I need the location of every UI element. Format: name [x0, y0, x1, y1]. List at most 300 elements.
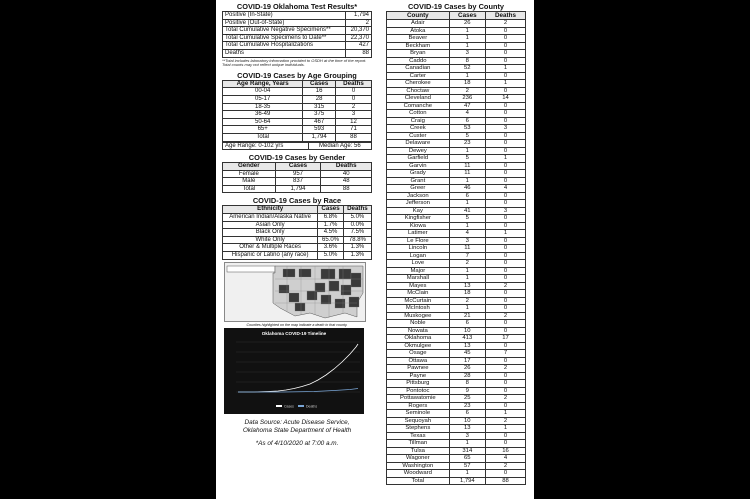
- county-row: [387, 395, 526, 403]
- county-cell: 3: [485, 207, 525, 215]
- race-table: [222, 205, 372, 259]
- county-row: [387, 230, 526, 238]
- age-cell: 3: [335, 111, 371, 119]
- county-cell: Jackson: [387, 192, 450, 200]
- county-cell: 0: [485, 380, 525, 388]
- race-cell: 3.6%: [318, 244, 344, 252]
- county-cell: 23: [449, 402, 485, 410]
- county-cell: 23: [449, 140, 485, 148]
- county-row: [387, 170, 526, 178]
- county-cell: 2: [449, 297, 485, 305]
- county-cell: 1: [449, 42, 485, 50]
- county-cell: Garvin: [387, 162, 450, 170]
- age-cell: 375: [303, 111, 336, 119]
- race-row: [223, 214, 372, 222]
- county-cell: 1: [485, 425, 525, 433]
- county-cell: 1: [449, 72, 485, 80]
- test-result-row: [223, 12, 372, 20]
- test-result-value: 20,370: [346, 27, 372, 35]
- county-cell: 0: [485, 245, 525, 253]
- county-cell: McClain: [387, 290, 450, 298]
- county-cell: 1: [449, 267, 485, 275]
- county-cell: McCurtain: [387, 297, 450, 305]
- county-cell: 0: [485, 440, 525, 448]
- age-row: [223, 88, 372, 96]
- county-table: [386, 11, 526, 485]
- county-cell: 2: [449, 260, 485, 268]
- county-cell: 46: [449, 185, 485, 193]
- age-title: COVID-19 Cases by Age Grouping: [237, 70, 357, 80]
- age-cell: 05-17: [223, 95, 303, 103]
- county-cell: 0: [485, 42, 525, 50]
- county-cell: 0: [485, 50, 525, 58]
- race-cell: 0.0%: [343, 221, 371, 229]
- county-cell: 17: [485, 335, 525, 343]
- test-result-label: Total Cumulative Hospitalizations: [223, 42, 346, 50]
- county-cell: Texas: [387, 432, 450, 440]
- test-result-value: 427: [346, 42, 372, 50]
- county-cell: 0: [485, 387, 525, 395]
- county-cell: 0: [485, 252, 525, 260]
- age-column-header: Cases: [303, 80, 336, 88]
- county-cell: 9: [449, 387, 485, 395]
- county-cell: 6: [449, 117, 485, 125]
- county-row: [387, 20, 526, 28]
- age-cell: 65+: [223, 126, 303, 134]
- county-cell: 28: [449, 372, 485, 380]
- county-row: [387, 237, 526, 245]
- county-row: [387, 102, 526, 110]
- county-row: [387, 462, 526, 470]
- county-row: [387, 267, 526, 275]
- county-row: [387, 245, 526, 253]
- source-line-2: Oklahoma State Department of Health: [242, 427, 352, 435]
- race-column-header: Deaths: [343, 206, 371, 214]
- test-result-row: [223, 27, 372, 35]
- age-cell: 1,794: [303, 133, 336, 141]
- test-result-value: 88: [346, 49, 372, 57]
- county-cell: 0: [485, 320, 525, 328]
- age-cell: 00-04: [223, 88, 303, 96]
- county-cell: 25: [449, 395, 485, 403]
- county-row: [387, 275, 526, 283]
- county-cell: 1: [449, 440, 485, 448]
- county-cell: 0: [485, 35, 525, 43]
- county-cell: 10: [449, 327, 485, 335]
- county-row: [387, 350, 526, 358]
- county-row: [387, 110, 526, 118]
- county-cell: Tulsa: [387, 447, 450, 455]
- test-result-label: Deaths: [223, 49, 346, 57]
- county-cell: 0: [485, 275, 525, 283]
- county-cell: Jefferson: [387, 200, 450, 208]
- county-row: [387, 215, 526, 223]
- county-cell: 0: [485, 57, 525, 65]
- county-cell: Kay: [387, 207, 450, 215]
- county-cell: Okmulgee: [387, 342, 450, 350]
- county-cell: 1,794: [449, 477, 485, 485]
- timeline-chart: [224, 328, 364, 414]
- race-column-header: Ethnicity: [223, 206, 318, 214]
- race-cell: 1.3%: [343, 252, 371, 260]
- age-cell: 2: [335, 103, 371, 111]
- county-cell: 5: [449, 132, 485, 140]
- age-cell: 467: [303, 118, 336, 126]
- county-cell: Payne: [387, 372, 450, 380]
- county-row: [387, 177, 526, 185]
- county-cell: Atoka: [387, 27, 450, 35]
- county-cell: 2: [449, 87, 485, 95]
- county-cell: Nowata: [387, 327, 450, 335]
- county-row: [387, 35, 526, 43]
- race-cell: 78.8%: [343, 236, 371, 244]
- county-cell: Grady: [387, 170, 450, 178]
- test-result-label: Total Cumulative Specimens to Date**: [223, 34, 346, 42]
- test-results-note: **Total includes laboratory information provided to OSDH at the time of the report. Total counts may not reflect unique individuals.: [222, 57, 367, 68]
- county-row: [387, 192, 526, 200]
- county-row: [387, 312, 526, 320]
- cases-line: [238, 344, 358, 392]
- gender-cell: 837: [275, 178, 321, 186]
- county-cell: Love: [387, 260, 450, 268]
- test-result-value: 22,370: [346, 34, 372, 42]
- test-result-label: Total Cumulative Negative Specimens**: [223, 27, 346, 35]
- county-cell: 10: [449, 417, 485, 425]
- county-cell: Caddo: [387, 57, 450, 65]
- age-cell: 28: [303, 95, 336, 103]
- county-cell: Marshall: [387, 275, 450, 283]
- county-cell: Wagoner: [387, 455, 450, 463]
- county-map: [224, 262, 366, 322]
- county-cell: Ottawa: [387, 357, 450, 365]
- county-row: [387, 57, 526, 65]
- county-cell: Beaver: [387, 35, 450, 43]
- gender-title: COVID-19 Cases by Gender: [248, 153, 346, 163]
- oklahoma-map-graphic: [225, 263, 365, 321]
- gender-cell: 88: [321, 185, 372, 193]
- county-cell: 2: [485, 282, 525, 290]
- age-cell: 593: [303, 126, 336, 134]
- county-row: [387, 425, 526, 433]
- race-row: [223, 221, 372, 229]
- county-row: [387, 65, 526, 73]
- county-cell: Tillman: [387, 440, 450, 448]
- age-cell: 71: [335, 126, 371, 134]
- county-cell: 7: [449, 252, 485, 260]
- gender-header-row: [223, 163, 372, 171]
- gender-cell: 957: [275, 170, 321, 178]
- race-cell: 6.8%: [318, 214, 344, 222]
- gender-column-header: Gender: [223, 163, 276, 171]
- county-cell: 0: [485, 87, 525, 95]
- race-cell: 1.7%: [318, 221, 344, 229]
- gender-cell: 48: [321, 178, 372, 186]
- county-cell: 1: [485, 80, 525, 88]
- county-cell: Greer: [387, 185, 450, 193]
- test-results-table: [222, 11, 372, 58]
- age-table: [222, 80, 372, 142]
- county-cell: 0: [485, 147, 525, 155]
- gender-row: [223, 178, 372, 186]
- age-column-header: Age Range, Years: [223, 80, 303, 88]
- county-cell: Oklahoma: [387, 335, 450, 343]
- county-cell: Mayes: [387, 282, 450, 290]
- county-column-header: Deaths: [485, 12, 525, 20]
- county-cell: Beckham: [387, 42, 450, 50]
- race-row: [223, 252, 372, 260]
- county-cell: 5: [449, 155, 485, 163]
- county-cell: 0: [485, 200, 525, 208]
- age-cell: 16: [303, 88, 336, 96]
- county-cell: 0: [485, 402, 525, 410]
- legend-cases-swatch: [276, 405, 282, 407]
- age-cell: 18-35: [223, 103, 303, 111]
- gender-cell: Female: [223, 170, 276, 178]
- county-cell: 0: [485, 342, 525, 350]
- county-cell: 13: [449, 425, 485, 433]
- county-cell: 0: [485, 260, 525, 268]
- county-cell: Osage: [387, 350, 450, 358]
- county-cell: 0: [485, 117, 525, 125]
- county-cell: 1: [485, 410, 525, 418]
- county-row: [387, 147, 526, 155]
- county-cell: 11: [449, 245, 485, 253]
- report-sheet: [216, 0, 534, 499]
- county-cell: Latimer: [387, 230, 450, 238]
- county-cell: Woodward: [387, 470, 450, 478]
- county-row: [387, 410, 526, 418]
- county-cell: 6: [449, 320, 485, 328]
- county-cell: 0: [485, 110, 525, 118]
- county-cell: 1: [485, 155, 525, 163]
- race-row: [223, 229, 372, 237]
- age-row: [223, 111, 372, 119]
- county-cell: Cotton: [387, 110, 450, 118]
- county-row: [387, 200, 526, 208]
- deaths-line: [238, 389, 358, 393]
- county-cell: Total: [387, 477, 450, 485]
- county-cell: 16: [485, 447, 525, 455]
- left-column: [222, 2, 372, 447]
- county-cell: Choctaw: [387, 87, 450, 95]
- county-cell: 0: [485, 432, 525, 440]
- county-cell: 1: [449, 275, 485, 283]
- county-cell: 11: [449, 162, 485, 170]
- gender-cell: 1,794: [275, 185, 321, 193]
- county-cell: 3: [449, 237, 485, 245]
- race-title: COVID-19 Cases by Race: [252, 196, 342, 206]
- age-range: Age Range: 0-102 yrs: [223, 142, 309, 150]
- race-column-header: Cases: [318, 206, 344, 214]
- test-result-row: [223, 49, 372, 57]
- county-cell: 2: [485, 462, 525, 470]
- county-cell: 1: [449, 35, 485, 43]
- gender-cell: Total: [223, 185, 276, 193]
- county-row: [387, 87, 526, 95]
- race-row: [223, 244, 372, 252]
- test-result-value: 2: [346, 19, 372, 27]
- county-cell: 0: [485, 372, 525, 380]
- county-cell: 3: [449, 432, 485, 440]
- age-cell: 315: [303, 103, 336, 111]
- county-cell: 26: [449, 20, 485, 28]
- county-column-header: Cases: [449, 12, 485, 20]
- county-cell: 0: [485, 72, 525, 80]
- gender-column-header: Cases: [275, 163, 321, 171]
- county-cell: 0: [485, 357, 525, 365]
- county-row: [387, 27, 526, 35]
- county-cell: 0: [485, 132, 525, 140]
- test-result-row: [223, 42, 372, 50]
- county-cell: 2: [485, 312, 525, 320]
- county-cell: 1: [449, 147, 485, 155]
- test-results-title: COVID-19 Oklahoma Test Results*: [236, 2, 358, 11]
- county-cell: Washington: [387, 462, 450, 470]
- county-cell: 0: [485, 222, 525, 230]
- county-cell: 0: [485, 470, 525, 478]
- county-cell: Le Flore: [387, 237, 450, 245]
- county-row: [387, 72, 526, 80]
- right-column: [386, 2, 526, 485]
- county-cell: 314: [449, 447, 485, 455]
- gender-row: [223, 170, 372, 178]
- county-row: [387, 50, 526, 58]
- county-row: [387, 140, 526, 148]
- county-row: [387, 432, 526, 440]
- county-row: [387, 132, 526, 140]
- county-row: [387, 125, 526, 133]
- county-cell: 1: [449, 177, 485, 185]
- legend-deaths-label: Deaths: [306, 404, 318, 409]
- county-row: [387, 417, 526, 425]
- race-cell: 65.0%: [318, 236, 344, 244]
- county-cell: Logan: [387, 252, 450, 260]
- county-cell: 1: [449, 200, 485, 208]
- county-cell: 2: [485, 365, 525, 373]
- county-cell: 1: [449, 222, 485, 230]
- test-result-value: 1,794: [346, 12, 372, 20]
- county-row: [387, 470, 526, 478]
- age-row: [223, 95, 372, 103]
- county-cell: 14: [485, 95, 525, 103]
- county-cell: 13: [449, 342, 485, 350]
- age-row: [223, 103, 372, 111]
- county-cell: 21: [449, 312, 485, 320]
- county-cell: 413: [449, 335, 485, 343]
- county-row: [387, 290, 526, 298]
- county-cell: 1: [449, 470, 485, 478]
- race-cell: 7.5%: [343, 229, 371, 237]
- county-row: [387, 305, 526, 313]
- county-row: [387, 447, 526, 455]
- county-cell: 6: [449, 192, 485, 200]
- county-cell: Pontotoc: [387, 387, 450, 395]
- county-title: COVID-19 Cases by County: [407, 2, 505, 11]
- county-cell: 0: [485, 102, 525, 110]
- county-row: [387, 117, 526, 125]
- county-cell: 18: [449, 80, 485, 88]
- county-row: [387, 42, 526, 50]
- county-column-header: County: [387, 12, 450, 20]
- county-cell: 3: [449, 50, 485, 58]
- county-cell: 47: [449, 102, 485, 110]
- county-cell: 0: [485, 192, 525, 200]
- county-cell: Cherokee: [387, 80, 450, 88]
- county-row: [387, 387, 526, 395]
- county-cell: Adair: [387, 20, 450, 28]
- county-cell: 4: [485, 185, 525, 193]
- county-cell: 11: [449, 170, 485, 178]
- county-cell: Cleveland: [387, 95, 450, 103]
- county-cell: 88: [485, 477, 525, 485]
- race-cell: 5.0%: [343, 214, 371, 222]
- gender-table: [222, 162, 372, 193]
- county-cell: 53: [449, 125, 485, 133]
- age-header-row: [223, 80, 372, 88]
- test-result-label: Positive (In-State): [223, 12, 346, 20]
- county-cell: 0: [485, 297, 525, 305]
- age-column-header: Deaths: [335, 80, 371, 88]
- county-cell: 0: [485, 290, 525, 298]
- county-row: [387, 222, 526, 230]
- county-cell: Muskogee: [387, 312, 450, 320]
- county-cell: Custer: [387, 132, 450, 140]
- county-cell: 52: [449, 65, 485, 73]
- county-cell: 4: [485, 455, 525, 463]
- county-cell: 0: [485, 27, 525, 35]
- county-cell: Kingfisher: [387, 215, 450, 223]
- county-cell: 5: [449, 215, 485, 223]
- county-row: [387, 380, 526, 388]
- race-header-row: [223, 206, 372, 214]
- county-cell: Sequoyah: [387, 417, 450, 425]
- county-row: [387, 342, 526, 350]
- county-cell: 65: [449, 455, 485, 463]
- county-row: [387, 260, 526, 268]
- county-row: [387, 282, 526, 290]
- county-cell: Pottawatomie: [387, 395, 450, 403]
- gender-cell: 40: [321, 170, 372, 178]
- county-row: [387, 155, 526, 163]
- race-cell: Black Only: [223, 229, 318, 237]
- county-cell: 0: [485, 327, 525, 335]
- county-cell: Pittsburg: [387, 380, 450, 388]
- county-row: [387, 335, 526, 343]
- county-cell: Comanche: [387, 102, 450, 110]
- timeline-legend: [276, 405, 317, 409]
- county-cell: Craig: [387, 117, 450, 125]
- county-cell: 26: [449, 365, 485, 373]
- county-row: [387, 207, 526, 215]
- age-cell: 88: [335, 133, 371, 141]
- county-cell: 0: [485, 140, 525, 148]
- as-of-date: *As of 4/10/2020 at 7:00 a.m.: [255, 440, 339, 448]
- test-result-row: [223, 19, 372, 27]
- county-cell: 0: [485, 305, 525, 313]
- age-range-row: [222, 142, 372, 151]
- county-cell: 1: [449, 27, 485, 35]
- county-row: [387, 80, 526, 88]
- age-row: [223, 118, 372, 126]
- county-cell: 4: [449, 230, 485, 238]
- county-row: [387, 95, 526, 103]
- race-cell: 4.5%: [318, 229, 344, 237]
- age-cell: 50-64: [223, 118, 303, 126]
- county-cell: Kiowa: [387, 222, 450, 230]
- timeline-title: Oklahoma COVID-19 Timeline: [261, 331, 327, 337]
- county-cell: 6: [449, 410, 485, 418]
- age-cell: 36-49: [223, 111, 303, 119]
